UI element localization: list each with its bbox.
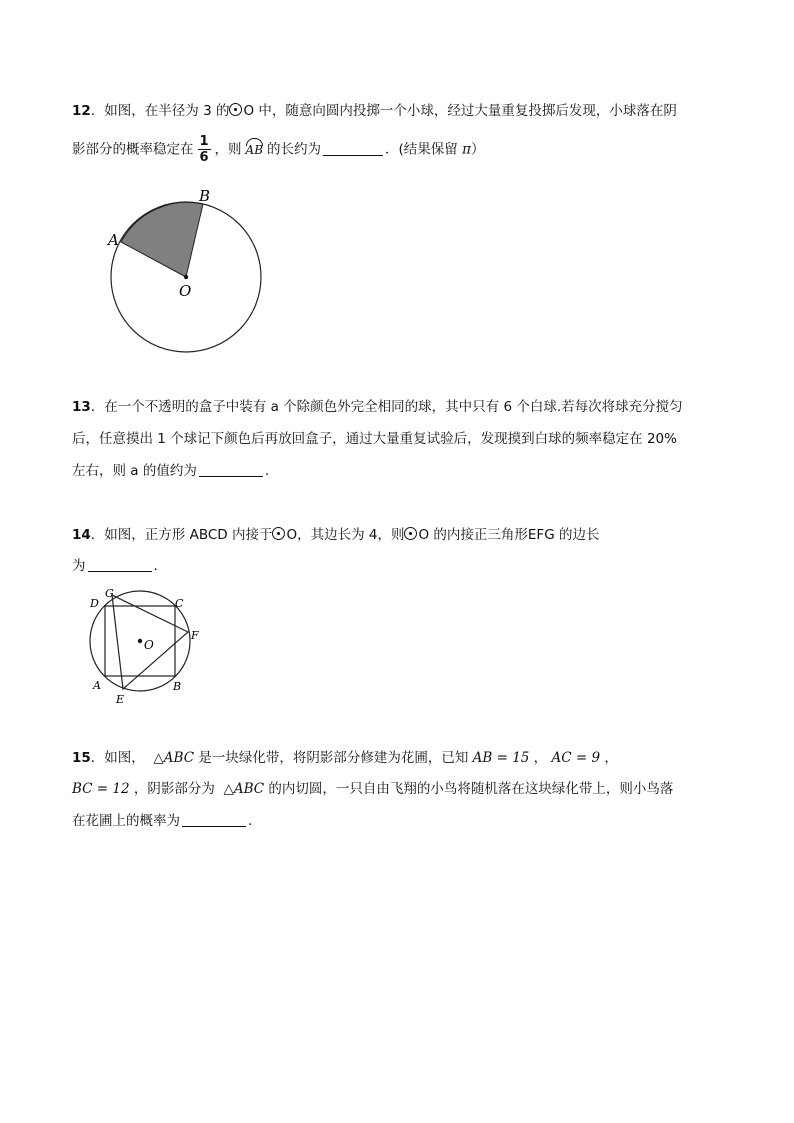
triangle-abc: △ABC	[223, 781, 265, 797]
q15-text-3b: .	[248, 813, 253, 829]
center-point	[184, 275, 188, 279]
q15-text-1a: ．如图，	[90, 750, 145, 766]
q12-text-1b: O 中，随意向圆内投掷一个小球，经过大量重复投掷后发现，小球落在阴	[243, 103, 677, 119]
q12-line-1	[72, 101, 677, 121]
q15-number: 15	[72, 750, 91, 766]
q14-answer-blank[interactable]	[88, 557, 152, 572]
q13-answer-blank[interactable]	[199, 462, 263, 477]
q12-text-2e: ）	[470, 141, 485, 158]
circle-dot-icon	[404, 527, 417, 540]
pi-symbol: π	[462, 141, 471, 158]
label-b: B	[199, 187, 211, 205]
label-a: A	[108, 231, 119, 249]
q15-line-3	[72, 811, 252, 831]
label-b: B	[173, 680, 182, 693]
q13-number: 13	[72, 399, 91, 415]
label-o: O	[179, 282, 192, 300]
q13-text-3a: 左右，则 a 的值约为	[72, 463, 197, 479]
q14-line-1	[72, 525, 599, 545]
q15-text-1b: 是一块绿化带，将阴影部分修建为花圃，已知	[198, 750, 469, 766]
q12-line-2	[72, 134, 484, 164]
q12-figure	[100, 182, 270, 362]
q14-figure	[84, 586, 214, 708]
fraction-numerator: 1	[199, 134, 209, 149]
label-d: D	[90, 597, 99, 610]
q14-text-1a: ．如图，正方形 ABCD 内接于	[90, 527, 273, 543]
q13-text-2: 后，任意摸出 1 个球记下颜色后再放回盒子，通过大量重复试验后，发现摸到白球的频率稳定在 20%	[72, 431, 677, 447]
q15-text-3a: 在花圃上的概率为	[72, 813, 180, 829]
comma: ，	[533, 750, 548, 766]
q14-text-1b: O，其边长为 4，则	[286, 527, 405, 543]
arc-ab-symbol: AB	[246, 138, 263, 156]
q15-line-1	[72, 748, 618, 768]
label-c: C	[175, 597, 184, 610]
q15-line-2	[72, 779, 673, 799]
bc-length: BC = 12	[72, 781, 130, 797]
probability-fraction	[198, 134, 211, 165]
q12-text-1: ．如图，在半径为 3 的	[90, 103, 230, 119]
center-point	[138, 639, 142, 643]
label-f: F	[191, 629, 199, 642]
q12-number: 12	[72, 103, 91, 119]
ac-length: AC = 9	[551, 750, 601, 766]
label-a: A	[93, 679, 101, 692]
q13-text-3b: .	[264, 463, 270, 479]
q12-answer-blank[interactable]	[323, 141, 383, 156]
shaded-sector	[121, 202, 203, 277]
triangle-abc: △ABC	[153, 750, 195, 766]
label-o: O	[144, 638, 154, 652]
comma: ，	[604, 750, 618, 766]
label-g: G	[105, 587, 114, 600]
circle-dot-icon	[272, 527, 285, 540]
q13-text-1: ．在一个不透明的盒子中装有 a 个除颜色外完全相同的球，其中只有 6 个白球.若每次将球充分搅匀	[90, 399, 683, 415]
q13-line-3	[72, 461, 269, 481]
label-e: E	[116, 693, 125, 706]
q14-text-2b: ．	[153, 558, 167, 574]
q15-text-2b: 的内切圆，一只自由飞翔的小鸟将随机落在这块绿化带上，则小鸟落	[268, 781, 674, 797]
q14-number: 14	[72, 527, 91, 543]
q12-text-2d: ．(结果保留	[385, 141, 458, 158]
q12-text-2b: ，则	[214, 141, 242, 158]
q15-text-2a: ，阴影部分为	[133, 781, 215, 797]
q14-text-2a: 为	[72, 558, 86, 574]
q12-text-2a: 影部分的概率稳定在	[72, 141, 194, 158]
q12-text-2c: 的长约为	[267, 141, 322, 158]
fraction-denominator: 6	[199, 150, 209, 165]
q15-answer-blank[interactable]	[182, 812, 246, 827]
q14-text-1c: O 的内接正三角形EFG 的边长	[418, 527, 600, 543]
q13-line-2	[72, 429, 677, 449]
ab-length: AB = 15	[472, 750, 530, 766]
q14-line-2	[72, 556, 167, 576]
circle-dot-icon	[229, 103, 242, 116]
q13-line-1	[72, 397, 683, 417]
